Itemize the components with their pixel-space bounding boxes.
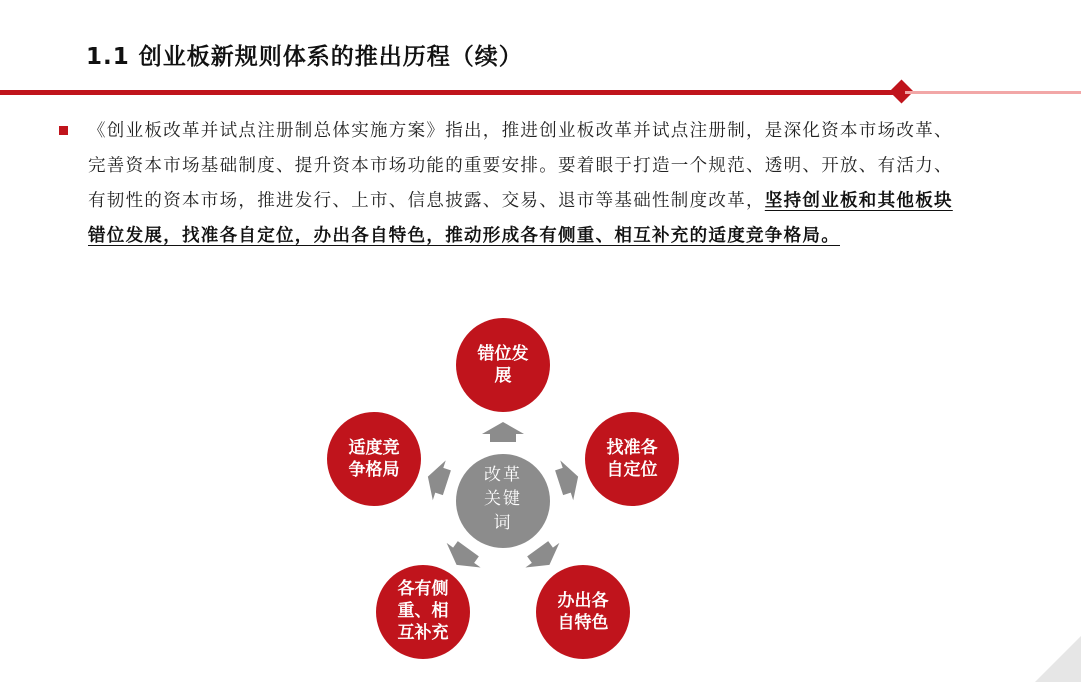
paragraph-emphasis: 坚持创业板和其他板块错位发展，找准各自定位，办出各自特色，推动形成各有侧重、相互补充的适度竞争格局。 (88, 191, 953, 246)
arrow-top (482, 422, 524, 442)
node-line: 错位发 (477, 344, 529, 364)
node-line: 办出各 (557, 591, 609, 611)
arrow-left (421, 457, 453, 503)
node-line: 找准各 (606, 438, 658, 458)
node-line: 争格局 (348, 460, 400, 480)
node-label-right (585, 437, 679, 481)
node-label-top (456, 343, 550, 387)
node-line: 重、相 (397, 601, 449, 621)
page-corner-fold (1035, 636, 1081, 682)
node-label-left (327, 437, 421, 481)
page-title: 1.1 创业板新规则体系的推出历程（续） (86, 44, 523, 70)
node-line: 自定位 (606, 460, 658, 480)
node-label-bottom-left (376, 578, 470, 644)
center-line: 词 (493, 513, 513, 533)
center-line: 关键 (484, 489, 522, 509)
node-line: 自特色 (557, 613, 609, 633)
node-line: 互补充 (397, 623, 449, 643)
arrow-right (553, 457, 585, 503)
arrow-bottom-right (521, 536, 567, 577)
paragraph-text: 《创业板改革并试点注册制总体实施方案》指出，推进创业板改革并试点注册制，是深化资本市场改革、完善资本市场基础制度、提升资本市场功能的重要安排。要着眼于打造一个规范、透明、开放、有活力、有韧性的资本市场，推进发行、上市、信息披露、交易、退市等基础性制度改革， (88, 121, 953, 211)
arrow-bottom-left (440, 536, 486, 577)
node-label-bottom-right (536, 590, 630, 634)
center-line: 改革 (484, 465, 522, 485)
center-label (463, 463, 543, 535)
node-line: 展 (494, 366, 512, 386)
node-line: 适度竞 (348, 438, 400, 458)
node-line: 各有侧 (397, 579, 449, 599)
